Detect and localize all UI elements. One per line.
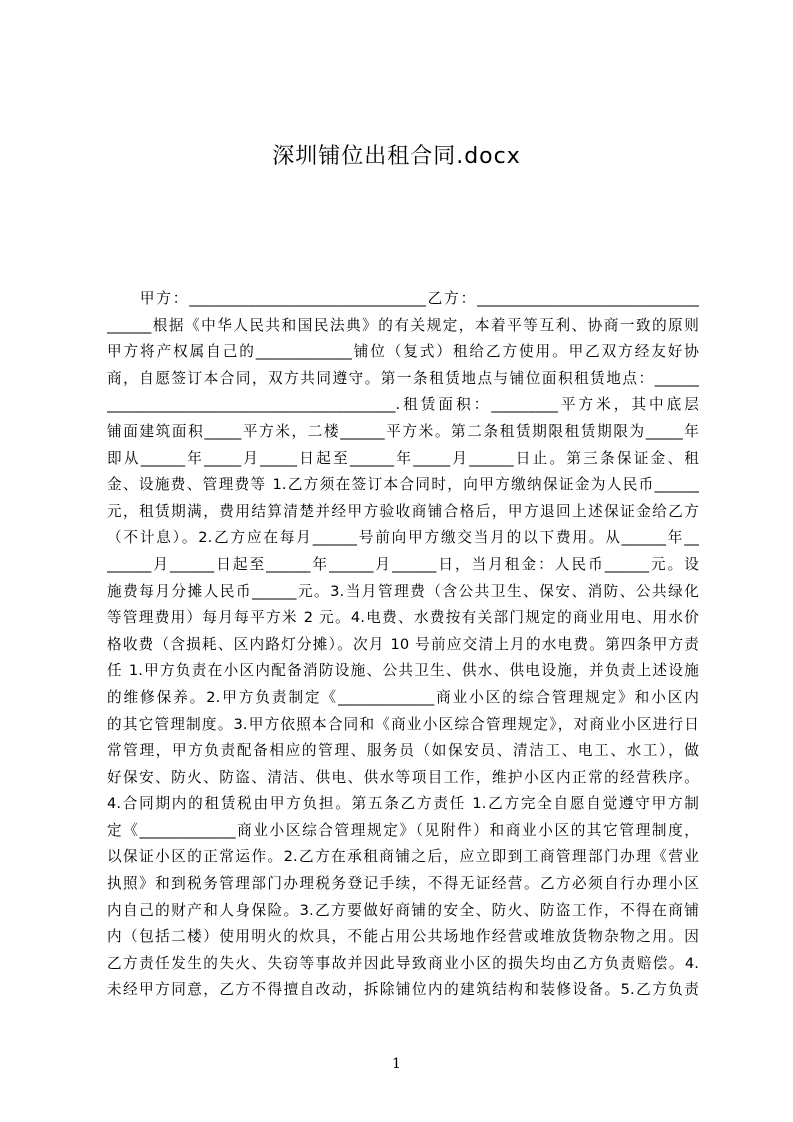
body-line: 内（包括二楼）使用明火的炊具，不能占用公共场地作经营或堆放货物杂物之用。因: [107, 928, 699, 946]
body-line: 甲方：________________________________乙方：______________________________: [107, 290, 699, 307]
body-line: 甲方将产权属自己的_____________铺位（复式）租给乙方使用。甲乙双方经友好协: [107, 343, 699, 361]
body-line: _______________________________________.租赁面积：_________平方米，其中底层: [107, 396, 699, 414]
body-line: 商，自愿签订本合同，双方共同遵守。第一条租赁地点与铺位面积租赁地点：______: [107, 369, 699, 387]
body-line: 铺面建筑面积_____平方米，二楼______平方米。第二条租赁期限租赁期限为_____年: [107, 422, 699, 440]
body-line: 等管理费用）每月每平方米 2 元。4.电费、水费按有关部门规定的商业用电、用水价: [107, 609, 699, 627]
document-title: 深圳铺位出租合同.docx: [272, 144, 521, 169]
body-line: 以保证小区的正常运作。2.乙方在承租商铺之后，应立即到工商管理部门办理《营业: [107, 848, 699, 866]
body-line: 施费每月分摊人民币______元。3.当月管理费（含公共卫生、保安、消防、公共绿化: [107, 582, 699, 600]
body-line: ______月______日起至______年______月______日，当月租金：人民币______元。设: [107, 555, 699, 573]
body-line: 格收费（含损耗、区内路灯分摊）。次月 10 号前应交清上月的水电费。第四条甲方责: [107, 635, 699, 653]
body-line: 元，租赁期满，费用结算清楚并经甲方验收商铺合格后，甲方退回上述保证金给乙方: [107, 502, 699, 520]
body-line: 内自己的财产和人身保险。3.乙方要做好商铺的安全、防火、防盗工作，不得在商铺: [107, 901, 699, 919]
page-number: 1: [392, 1056, 401, 1072]
body-line: 任 1.甲方负责在小区内配备消防设施、公共卫生、供水、供电设施，并负责上述设施: [107, 662, 699, 680]
body-line: 金、设施费、管理费等 1.乙方须在签订本合同时，向甲方缴纳保证金为人民币______: [107, 476, 699, 494]
body-line: 定《_____________商业小区综合管理规定》（见附件）和商业小区的其它管理制度，: [107, 821, 699, 839]
body-line: 好保安、防火、防盗、清洁、供电、供水等项目工作，维护小区内正常的经营秩序。: [107, 768, 699, 786]
body-line: 乙方责任发生的失火、失窃等事故并因此导致商业小区的损失均由乙方负责赔偿。4.: [107, 954, 699, 972]
body-line: 常管理，甲方负责配备相应的管理、服务员（如保安员、清洁工、电工、水工），做: [107, 742, 699, 760]
body-line: 的其它管理制度。3.甲方依照本合同和《商业小区综合管理规定》，对商业小区进行日: [107, 715, 699, 733]
body-line: ______根据《中华人民共和国民法典》的有关规定，本着平等互利、协商一致的原则: [107, 316, 699, 334]
body-line: 未经甲方同意，乙方不得擅自改动，拆除铺位内的建筑结构和装修设备。5.乙方负责: [107, 981, 699, 999]
body-line: 执照》和到税务管理部门办理税务登记手续，不得无证经营。乙方必须自行办理小区: [107, 875, 699, 893]
body-line: （不计息）。2.乙方应在每月______号前向甲方缴交当月的以下费用。从______年__: [107, 529, 699, 547]
body-line: 4.合同期内的租赁税由甲方负担。第五条乙方责任 1.乙方完全自愿自觉遵守甲方制: [107, 795, 699, 813]
body-line: 即从______年_____月_____日起至______年_____月______日止。第三条保证金、租: [107, 449, 699, 467]
contract-body: [107, 286, 699, 1004]
body-line: 的维修保养。2.甲方负责制定《_____________商业小区的综合管理规定》和小区内: [107, 688, 699, 706]
